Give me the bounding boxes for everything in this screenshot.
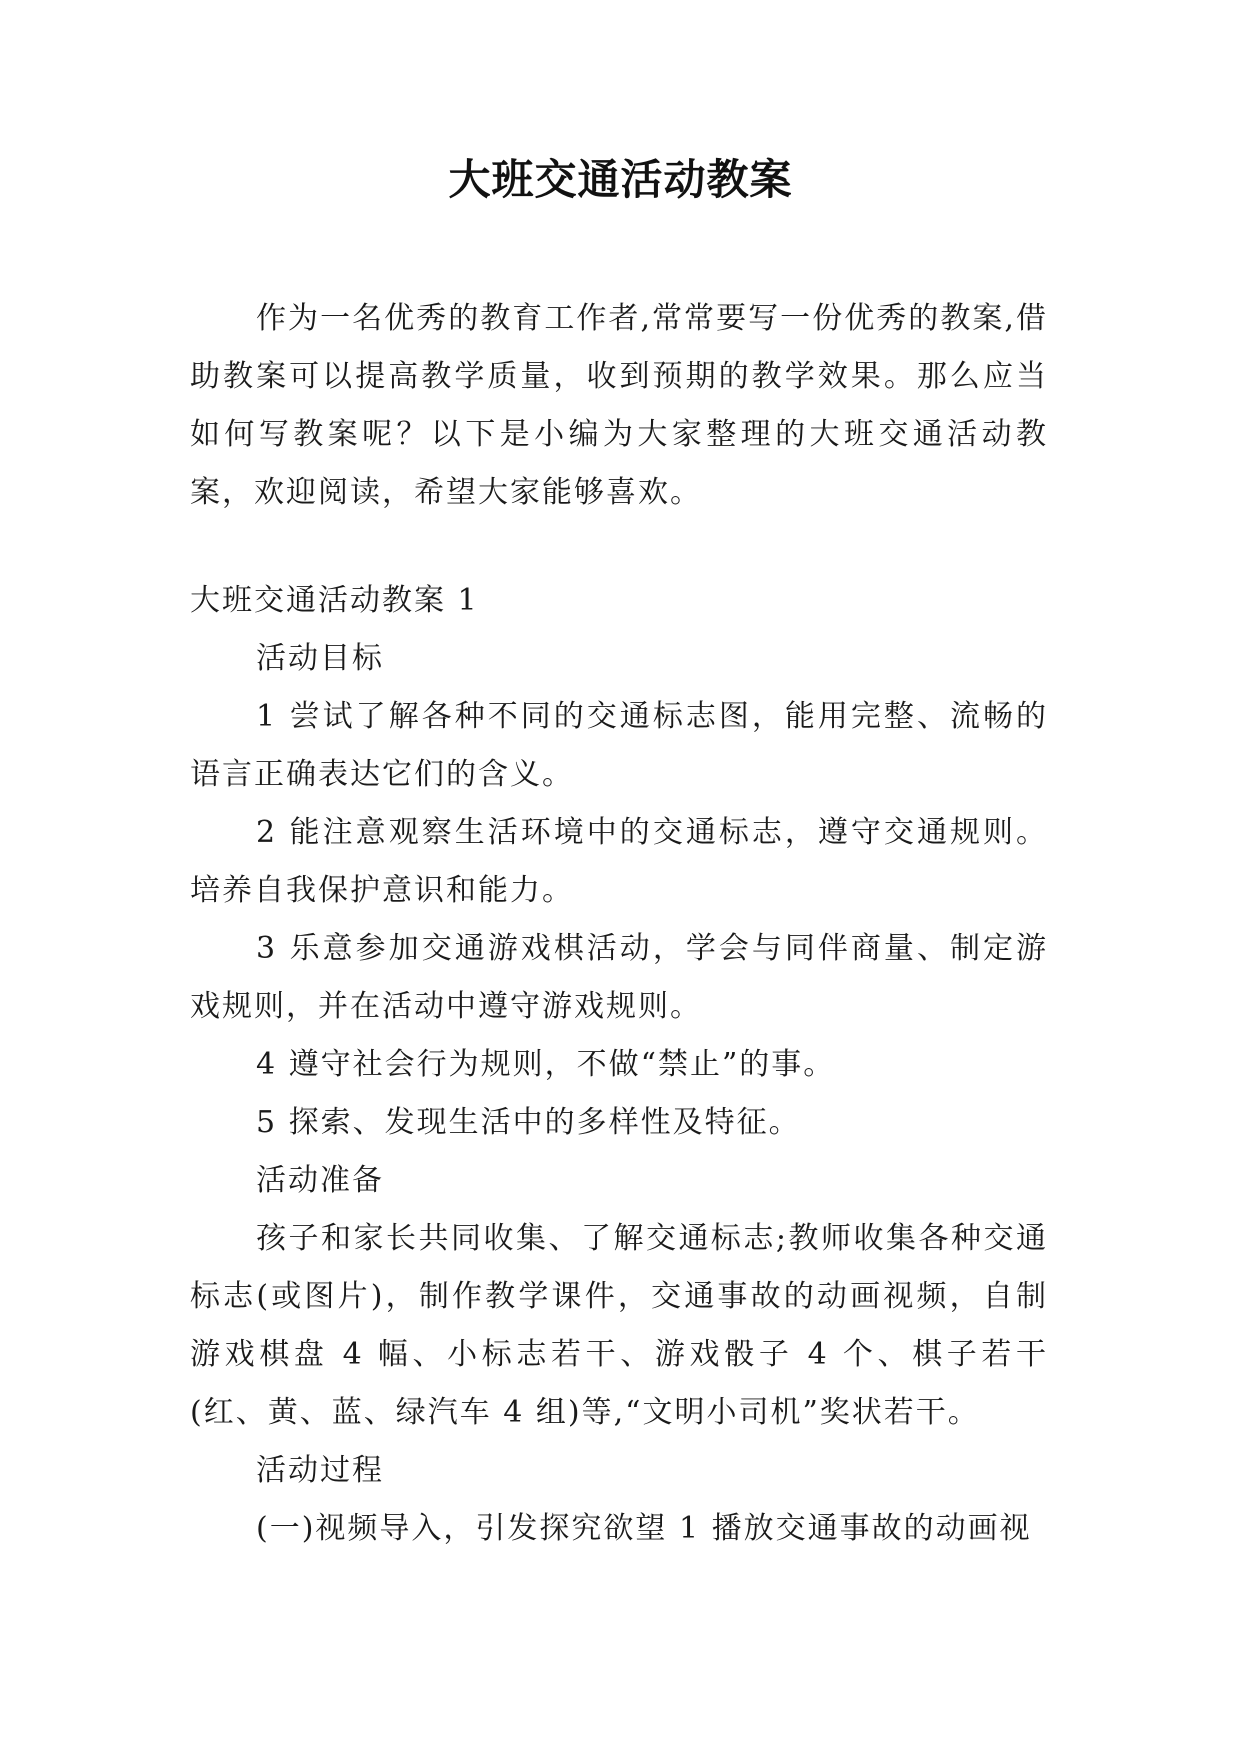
- process-step-1: (一)视频导入，引发探究欲望 1 播放交通事故的动画视: [256, 1511, 1032, 1546]
- section-title: 大班交通活动教案 1: [190, 583, 479, 618]
- goal-item-2: 2 能注意观察生活环境中的交通标志，遵守交通规则。培养自我保护意识和能力。: [190, 815, 1048, 908]
- goal-item-5: 5 探索、发现生活中的多样性及特征。: [256, 1105, 801, 1140]
- paragraph-spacer: [190, 522, 1048, 572]
- intro-paragraph: 作为一名优秀的教育工作者,常常要写一份优秀的教案,借助教案可以提高教学质量，收到预期的教学效果。那么应当如何写教案呢？以下是小编为大家整理的大班交通活动教案，欢迎阅读，希望大家能够喜欢。: [190, 301, 1048, 510]
- goal-item-3: 3 乐意参加交通游戏棋活动，学会与同伴商量、制定游戏规则，并在活动中遵守游戏规则。: [190, 931, 1048, 1024]
- document-title: 大班交通活动教案: [448, 155, 793, 204]
- goal-item-1: 1 尝试了解各种不同的交通标志图，能用完整、流畅的语言正确表达它们的含义。: [190, 699, 1048, 792]
- document-body: [190, 290, 1048, 1558]
- process-heading: 活动过程: [256, 1453, 384, 1488]
- goals-heading: 活动目标: [256, 641, 384, 676]
- prep-paragraph: 孩子和家长共同收集、了解交通标志;教师收集各种交通标志(或图片)，制作教学课件，交通事故的动画视频，自制游戏棋盘 4 幅、小标志若干、游戏骰子 4 个、棋子若干(红、黄、蓝、绿汽车 4 组)等,“文明小司机”奖状若干。: [190, 1221, 1048, 1430]
- goal-item-4: 4 遵守社会行为规则，不做“禁止”的事。: [256, 1047, 836, 1082]
- prep-heading: 活动准备: [256, 1163, 384, 1198]
